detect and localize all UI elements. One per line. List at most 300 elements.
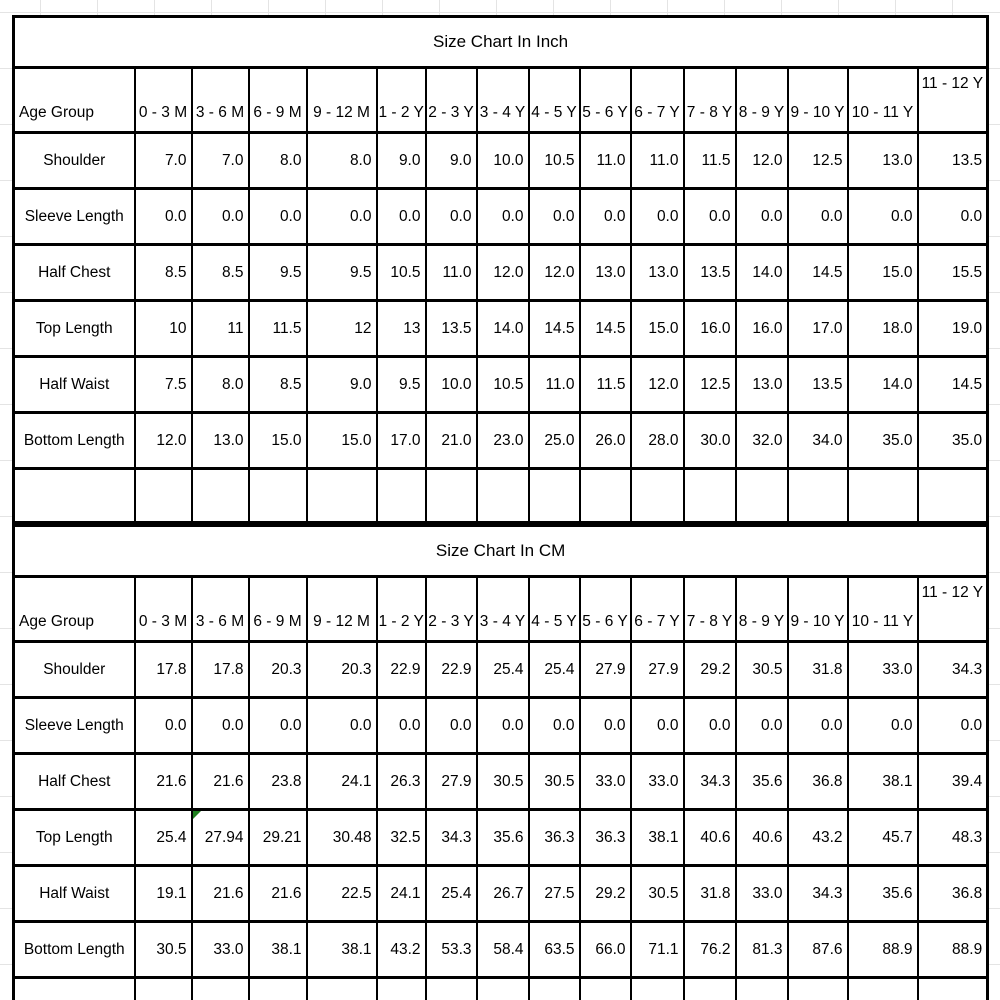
cell-value: 30.48 (332, 828, 372, 846)
value-cell (377, 810, 426, 866)
cell-value: 21.6 (156, 772, 187, 790)
empty-cell (377, 469, 426, 523)
cell-value: 8.5 (221, 263, 244, 281)
value-cell (918, 413, 988, 469)
empty-cell (307, 469, 377, 523)
value-cell (192, 245, 249, 301)
cell-value: 25.4 (156, 828, 187, 846)
cell-value: 17.8 (213, 660, 244, 678)
value-cell (377, 642, 426, 698)
cell-value: 12.0 (493, 263, 524, 281)
value-cell (918, 189, 988, 245)
table-row (14, 301, 988, 357)
cell-value: 13.5 (700, 263, 731, 281)
column-header: 8 - 9 Y (736, 68, 788, 133)
cell-value: 9.0 (349, 375, 372, 393)
value-cell (736, 810, 788, 866)
value-cell (307, 698, 377, 754)
cell-value: 19.0 (951, 319, 983, 337)
value-cell (426, 698, 477, 754)
value-cell (249, 698, 307, 754)
empty-cell (848, 469, 918, 523)
table-row (14, 357, 988, 413)
value-cell (529, 642, 580, 698)
table-row (14, 189, 988, 245)
value-cell (249, 357, 307, 413)
value-cell (307, 133, 377, 189)
value-cell (135, 189, 192, 245)
cell-value: 0.0 (820, 207, 843, 225)
column-header: 10 - 11 Y (848, 577, 918, 642)
table-row (14, 413, 988, 469)
cell-value: 34.3 (700, 772, 731, 790)
cell-value: 0.0 (279, 207, 302, 225)
value-cell (307, 810, 377, 866)
empty-footer-row (14, 978, 988, 1000)
cell-value: 35.6 (493, 828, 524, 846)
value-cell (918, 866, 988, 922)
cell-value: 17.8 (156, 660, 187, 678)
value-cell (377, 189, 426, 245)
cell-value: 21.6 (213, 772, 244, 790)
cell-value: 12.0 (156, 431, 187, 449)
cell-value: 16.0 (752, 319, 783, 337)
value-cell (477, 922, 529, 978)
cell-value: 58.4 (493, 940, 524, 958)
cell-value: 13.0 (213, 431, 244, 449)
cell-value: 31.8 (700, 884, 731, 902)
cell-value: 8.0 (221, 375, 244, 393)
table-row (14, 245, 988, 301)
cell-value: 13.5 (951, 151, 983, 169)
empty-cell (684, 469, 736, 523)
value-cell (377, 133, 426, 189)
empty-cell (14, 469, 135, 523)
cell-value: 22.9 (390, 660, 421, 678)
value-cell (529, 245, 580, 301)
value-cell (529, 133, 580, 189)
column-header: 9 - 12 M (307, 577, 377, 642)
cell-value: 30.5 (752, 660, 783, 678)
value-cell (631, 301, 684, 357)
column-header: 2 - 3 Y (426, 577, 477, 642)
cell-value: 14.5 (595, 319, 626, 337)
table-title-row (14, 526, 988, 577)
value-cell (736, 642, 788, 698)
cell-value: 0.0 (708, 207, 731, 225)
row-label: Top Length (14, 301, 135, 357)
cell-value: 33.0 (882, 660, 913, 678)
value-cell (135, 754, 192, 810)
cell-value: 22.9 (441, 660, 472, 678)
value-cell (580, 922, 631, 978)
value-cell (377, 357, 426, 413)
cell-value: 28.0 (648, 431, 679, 449)
value-cell (135, 413, 192, 469)
value-cell (377, 866, 426, 922)
cell-value: 7.5 (164, 375, 187, 393)
column-header: 3 - 4 Y (477, 577, 529, 642)
value-cell (580, 698, 631, 754)
cell-value: 0.0 (760, 716, 783, 734)
cell-value: 17.0 (390, 431, 421, 449)
cell-value: 71.1 (648, 940, 679, 958)
value-cell (426, 642, 477, 698)
cell-value: 15.0 (341, 431, 372, 449)
cell-value: 14.0 (882, 375, 913, 393)
column-header: 7 - 8 Y (684, 68, 736, 133)
size-charts-container (12, 15, 986, 1000)
value-cell (788, 133, 848, 189)
cell-value: 34.0 (812, 431, 843, 449)
cell-value: 11 (227, 319, 244, 337)
cell-value: 10.0 (493, 151, 524, 169)
row-label: Shoulder (14, 642, 135, 698)
cell-value: 36.8 (812, 772, 843, 790)
cell-value: 33.0 (648, 772, 679, 790)
cell-value: 33.0 (213, 940, 244, 958)
value-cell (684, 189, 736, 245)
value-cell (192, 189, 249, 245)
value-cell (848, 922, 918, 978)
empty-cell (788, 978, 848, 1000)
column-header: 0 - 3 M (135, 577, 192, 642)
value-cell (529, 922, 580, 978)
column-header: 1 - 2 Y (377, 68, 426, 133)
cell-value: 8.0 (349, 151, 372, 169)
cell-value: 0.0 (349, 716, 372, 734)
value-cell (529, 413, 580, 469)
value-cell (477, 810, 529, 866)
value-cell (477, 413, 529, 469)
cell-value: 0.0 (603, 716, 626, 734)
value-cell (788, 245, 848, 301)
value-cell (249, 754, 307, 810)
empty-cell (249, 978, 307, 1000)
cell-value: 0.0 (820, 716, 843, 734)
cell-value: 40.6 (700, 828, 731, 846)
empty-cell (529, 469, 580, 523)
cell-value: 0.0 (890, 716, 913, 734)
cell-value: 36.8 (952, 884, 983, 902)
cell-value: 0.0 (449, 207, 472, 225)
value-cell (788, 922, 848, 978)
column-header: 1 - 2 Y (377, 577, 426, 642)
value-cell (684, 810, 736, 866)
empty-cell (377, 978, 426, 1000)
cell-value: 0.0 (760, 207, 783, 225)
value-cell (631, 698, 684, 754)
value-cell (192, 133, 249, 189)
cell-value: 13.0 (882, 151, 913, 169)
cell-value: 26.3 (390, 772, 421, 790)
cell-value: 12.5 (812, 151, 843, 169)
value-cell (249, 413, 307, 469)
value-cell (307, 413, 377, 469)
cell-value: 29.2 (595, 884, 626, 902)
value-cell (580, 810, 631, 866)
cell-value: 9.0 (398, 151, 421, 169)
cell-value: 15.0 (648, 319, 679, 337)
cell-value: 11.0 (596, 151, 626, 169)
value-cell (529, 866, 580, 922)
empty-cell (135, 978, 192, 1000)
value-cell (848, 642, 918, 698)
value-cell (684, 413, 736, 469)
value-cell (249, 245, 307, 301)
value-cell (192, 642, 249, 698)
value-cell (788, 810, 848, 866)
value-cell (377, 413, 426, 469)
empty-cell (477, 978, 529, 1000)
cell-value: 21.6 (213, 884, 244, 902)
value-cell (377, 301, 426, 357)
cell-value: 34.3 (441, 828, 472, 846)
value-cell (307, 301, 377, 357)
column-header: 11 - 12 Y (918, 577, 988, 642)
column-header: 9 - 10 Y (788, 577, 848, 642)
cell-value: 0.0 (603, 207, 626, 225)
value-cell (684, 698, 736, 754)
value-cell (848, 189, 918, 245)
cell-value: 13.0 (752, 375, 783, 393)
column-header: 9 - 10 Y (788, 68, 848, 133)
value-cell (377, 754, 426, 810)
empty-cell (631, 469, 684, 523)
cell-value: 30.5 (544, 772, 575, 790)
cell-value: 26.0 (595, 431, 626, 449)
value-cell (580, 866, 631, 922)
table-row (14, 922, 988, 978)
table-title-row (14, 17, 988, 68)
column-header-row (14, 577, 988, 642)
cell-value: 27.94 (204, 828, 244, 846)
cell-value: 14.0 (752, 263, 783, 281)
value-cell (477, 245, 529, 301)
row-label: Sleeve Length (14, 698, 135, 754)
cell-value: 34.3 (812, 884, 843, 902)
cell-value: 22.5 (341, 884, 372, 902)
row-label: Bottom Length (14, 922, 135, 978)
cell-value: 0.0 (552, 207, 575, 225)
value-cell (135, 866, 192, 922)
value-cell (249, 189, 307, 245)
column-header: 6 - 9 M (249, 68, 307, 133)
value-cell (684, 922, 736, 978)
column-header: 6 - 7 Y (631, 577, 684, 642)
value-cell (631, 754, 684, 810)
value-cell (135, 922, 192, 978)
column-header: 3 - 6 M (192, 68, 249, 133)
value-cell (135, 810, 192, 866)
empty-cell (918, 469, 988, 523)
cell-value: 9.5 (279, 263, 302, 281)
cell-value: 81.3 (752, 940, 783, 958)
value-cell (848, 810, 918, 866)
empty-cell (249, 469, 307, 523)
value-cell (426, 133, 477, 189)
value-cell (580, 642, 631, 698)
cell-value: 63.5 (544, 940, 575, 958)
cell-value: 11.5 (272, 319, 302, 337)
cell-value: 9.5 (398, 375, 421, 393)
cell-value: 33.0 (752, 884, 783, 902)
cell-value: 0.0 (164, 716, 187, 734)
cell-value: 53.3 (441, 940, 472, 958)
value-cell (788, 642, 848, 698)
column-header: 4 - 5 Y (529, 68, 580, 133)
value-cell (580, 189, 631, 245)
value-cell (249, 642, 307, 698)
cell-value: 13.0 (595, 263, 626, 281)
value-cell (135, 301, 192, 357)
cell-value: 0.0 (279, 716, 302, 734)
cell-value: 7.0 (221, 151, 244, 169)
value-cell (788, 754, 848, 810)
empty-cell (684, 978, 736, 1000)
cell-value: 34.3 (952, 660, 983, 678)
cell-value: 38.1 (882, 772, 913, 790)
value-cell (426, 922, 477, 978)
cell-value: 0.0 (221, 207, 244, 225)
cell-value: 11.0 (442, 263, 472, 281)
value-cell (848, 754, 918, 810)
cell-value: 38.1 (341, 940, 372, 958)
cell-value: 0.0 (398, 716, 421, 734)
cell-value: 25.4 (441, 884, 472, 902)
value-cell (307, 245, 377, 301)
value-cell (788, 866, 848, 922)
value-cell (477, 133, 529, 189)
value-cell (736, 866, 788, 922)
cell-value: 31.8 (812, 660, 843, 678)
value-cell (307, 642, 377, 698)
cell-value: 13.0 (648, 263, 679, 281)
cell-value: 27.9 (595, 660, 626, 678)
cell-value: 25.0 (544, 431, 575, 449)
value-cell (529, 189, 580, 245)
value-cell (736, 245, 788, 301)
value-cell (848, 413, 918, 469)
cell-value: 12.0 (752, 151, 783, 169)
value-cell (736, 189, 788, 245)
cell-value: 25.4 (493, 660, 524, 678)
value-cell (477, 698, 529, 754)
cell-value: 43.2 (390, 940, 421, 958)
cell-value: 13.5 (812, 375, 843, 393)
column-header: 9 - 12 M (307, 68, 377, 133)
value-cell (477, 754, 529, 810)
value-cell (307, 754, 377, 810)
cell-value: 10.5 (544, 151, 575, 169)
value-cell (580, 133, 631, 189)
cell-value: 29.2 (700, 660, 731, 678)
cell-value: 25.4 (544, 660, 575, 678)
value-cell (307, 189, 377, 245)
value-cell (477, 189, 529, 245)
value-cell (736, 133, 788, 189)
column-header: 6 - 7 Y (631, 68, 684, 133)
value-cell (192, 698, 249, 754)
value-cell (426, 810, 477, 866)
value-cell (249, 301, 307, 357)
cell-value: 12 (354, 319, 372, 337)
value-cell (918, 357, 988, 413)
cell-value: 19.1 (156, 884, 187, 902)
value-cell (477, 866, 529, 922)
cell-value: 35.0 (882, 431, 913, 449)
cell-value: 14.5 (544, 319, 575, 337)
value-cell (307, 866, 377, 922)
column-header: 4 - 5 Y (529, 577, 580, 642)
column-header: 10 - 11 Y (848, 68, 918, 133)
cell-value: 11.5 (596, 375, 626, 393)
cell-value: 11.0 (649, 151, 679, 169)
cell-value: 14.5 (951, 375, 983, 393)
table-row (14, 642, 988, 698)
column-header: 5 - 6 Y (580, 577, 631, 642)
cell-value: 24.1 (341, 772, 372, 790)
cell-value: 0.0 (656, 716, 679, 734)
value-cell (684, 642, 736, 698)
cell-value: 29.21 (262, 828, 302, 846)
value-cell (631, 133, 684, 189)
column-header: 2 - 3 Y (426, 68, 477, 133)
empty-cell (307, 978, 377, 1000)
value-cell (426, 866, 477, 922)
value-cell (788, 189, 848, 245)
cell-value: 36.3 (544, 828, 575, 846)
cell-value: 0.0 (890, 207, 913, 225)
value-cell (736, 413, 788, 469)
value-cell (192, 810, 249, 866)
cell-value: 32.5 (390, 828, 421, 846)
cell-value: 14.0 (493, 319, 524, 337)
value-cell (307, 922, 377, 978)
corner-header-age-group: Age Group (14, 577, 135, 642)
cell-value: 10.0 (441, 375, 472, 393)
cell-value: 30.5 (648, 884, 679, 902)
value-cell (249, 922, 307, 978)
column-header: 5 - 6 Y (580, 68, 631, 133)
cell-value: 10 (169, 319, 187, 337)
value-cell (580, 301, 631, 357)
cell-value: 35.6 (752, 772, 783, 790)
row-label: Sleeve Length (14, 189, 135, 245)
value-cell (426, 413, 477, 469)
empty-cell (918, 978, 988, 1000)
corner-header-age-group: Age Group (14, 68, 135, 133)
value-cell (684, 301, 736, 357)
cell-value: 7.0 (164, 151, 187, 169)
cell-value: 76.2 (700, 940, 731, 958)
cell-value: 8.5 (279, 375, 302, 393)
value-cell (192, 866, 249, 922)
cell-value: 30.5 (493, 772, 524, 790)
cell-value: 66.0 (595, 940, 626, 958)
column-header: 0 - 3 M (135, 68, 192, 133)
cell-value: 18.0 (882, 319, 913, 337)
cell-value: 17.0 (812, 319, 843, 337)
value-cell (848, 301, 918, 357)
empty-cell (580, 469, 631, 523)
cell-value: 0.0 (501, 207, 524, 225)
empty-cell (477, 469, 529, 523)
cell-value: 9.5 (349, 263, 372, 281)
value-cell (192, 357, 249, 413)
value-cell (631, 413, 684, 469)
row-label: Bottom Length (14, 413, 135, 469)
